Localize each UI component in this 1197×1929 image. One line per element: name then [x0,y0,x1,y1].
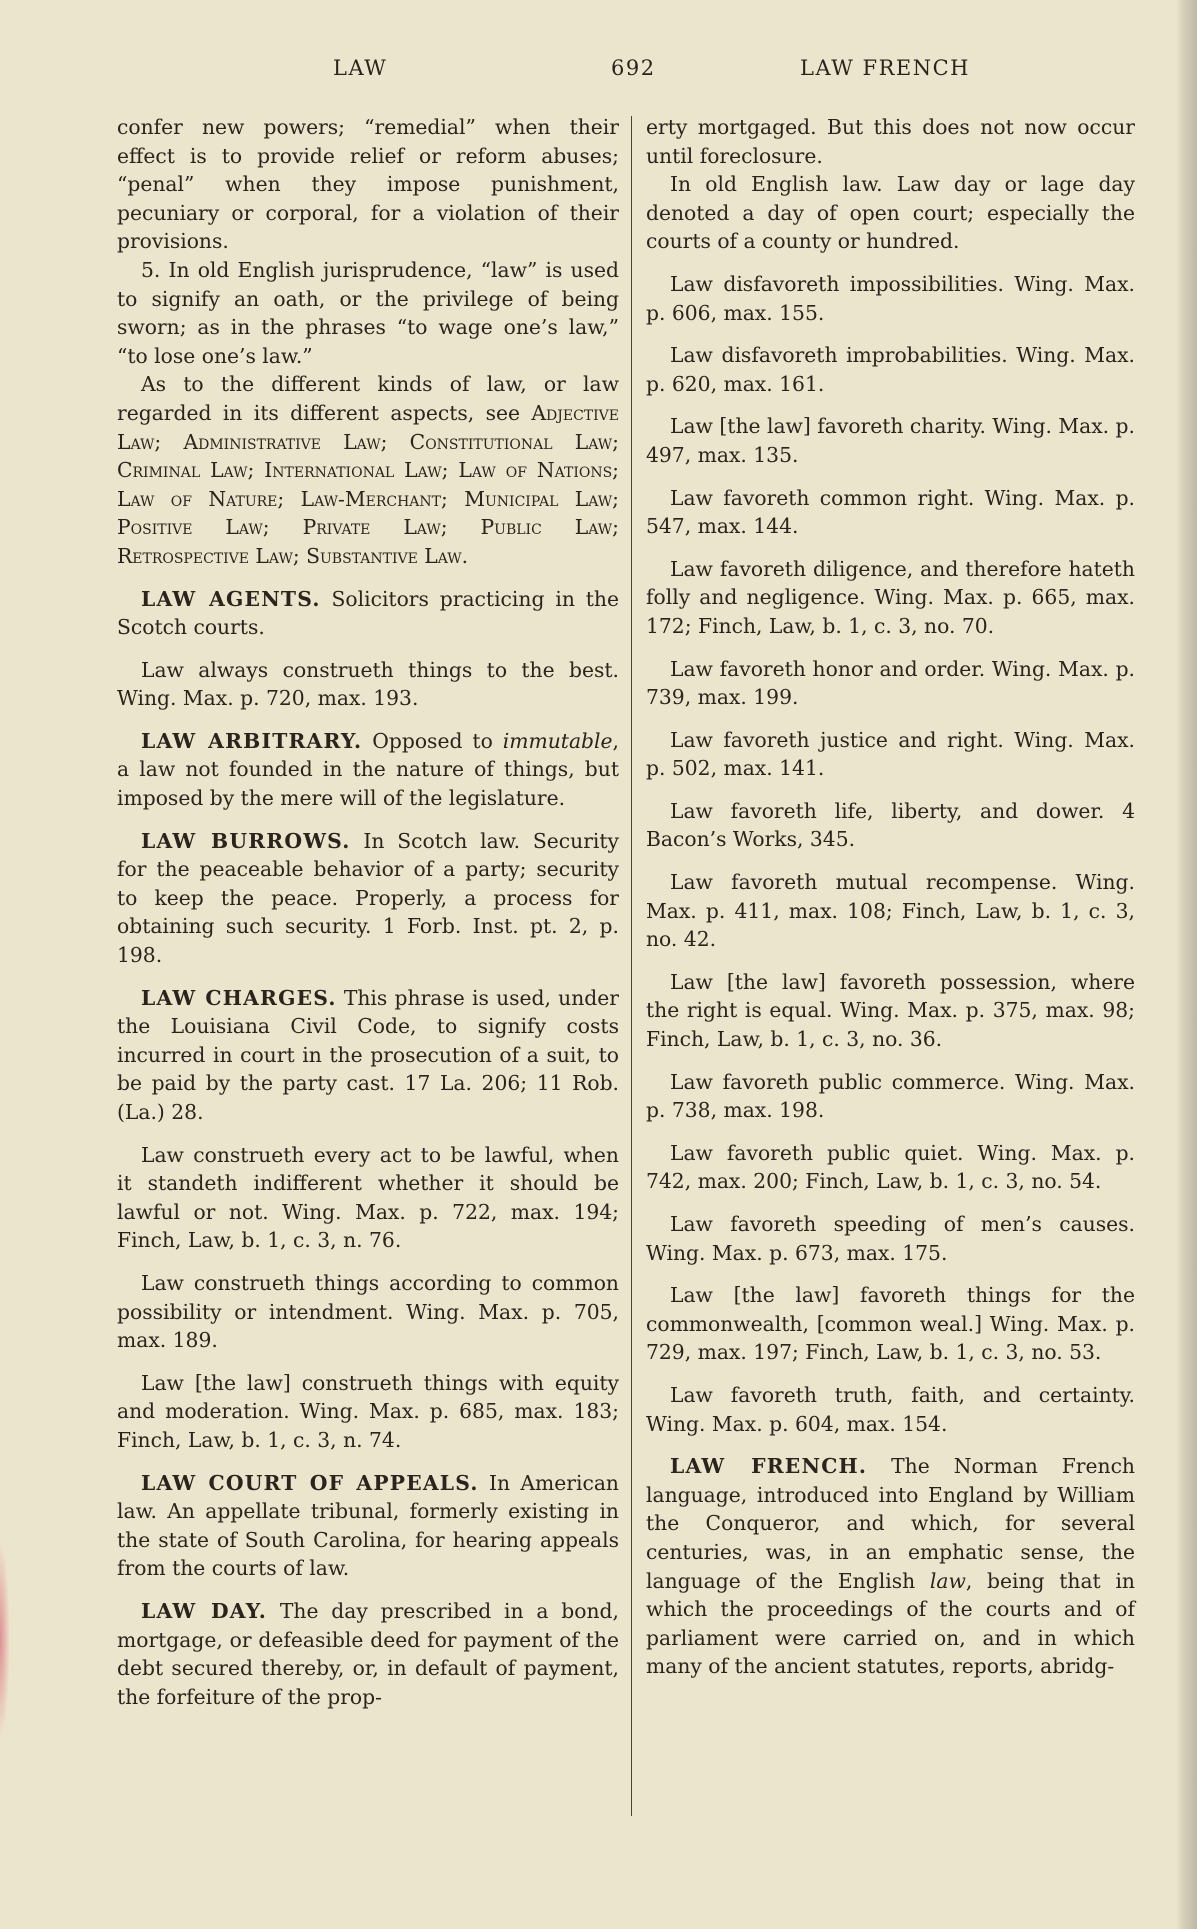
page-number: 692 [611,56,656,80]
continued-paragraph: erty mortgaged. But this does not now occur until foreclosure. [646,115,1135,168]
maxim-entry: Law always construeth things to the best. Wing. Max. p. 720, max. 193. [117,657,619,711]
entry-law-french [646,1452,1135,1681]
entry-law-agents [117,585,619,642]
definition: In American law. An appellate tribunal, formerly existing in the state of South Carolina, for hearing appeals from the courts of law. [117,1470,619,1581]
paragraph-old-english-law-day: In old English law. Law day or lage day denoted a day of open court; especially the courts of a county or hundred. [646,172,1135,254]
maxim-entry: Law favoreth justice and right. Wing. Max. p. 502, max. 141. [646,727,1135,781]
definition: Opposed to [362,728,503,753]
maxim-entry: Law disfavoreth impossibilities. Wing. Max. p. 606, max. 155. [646,271,1135,325]
maxim-entry: Law favoreth speeding of men’s causes. Wing. Max. p. 673, max. 175. [646,1212,1135,1265]
definition: The day prescribed in a bond, mortgage, or defeasible deed for payment of the debt secured thereby, or, in default of payment, the forfeiture of the prop- [117,1598,619,1709]
headword: LAW ARBITRARY. [141,728,363,753]
maxim-entry: Law favoreth public quiet. Wing. Max. p. 742, max. 200; Finch, Law, b. 1, c. 3, no. 54. [646,1140,1135,1194]
maxim-entry: Law favoreth diligence, and therefore hateth folly and negligence. Wing. Max. p. 665, max. 172; Finch, Law, b. 1, c. 3, no. 70. [646,556,1135,638]
entry-law-charges [117,984,619,1127]
definition-italic: immutable [502,728,613,753]
maxim-entry: Law favoreth public commerce. Wing. Max. p. 738, max. 198. [646,1069,1135,1123]
entry-law-day [117,1597,619,1711]
paragraph-old-english-law: 5. In old English jurisprudence, “law” is used to signify an oath, or the privilege of being sworn; as in the phrases “to wage one’s law,” “to lose one’s law.” [117,257,619,368]
definition: , being that in which the proceedings of the courts and of parliament were carried on, and in which many of the ancient statutes, reports, abridg- [646,1568,1135,1679]
headword: LAW AGENTS. [141,586,321,611]
maxim-entry: Law construeth things according to common possibility or intendment. Wing. Max. p. 705, max. 189. [117,1270,619,1353]
maxim-entry: Law [the law] favoreth things for the commonwealth, [common weal.] Wing. Max. p. 729, max. 197; Finch, Law, b. 1, c. 3, no. 53. [646,1283,1135,1365]
maxim-entry: Law favoreth mutual recompense. Wing. Max. p. 411, max. 108; Finch, Law, b. 1, c. 3, no. 42. [646,870,1135,952]
headword: LAW FRENCH. [670,1454,868,1479]
entry-law-court-of-appeals [117,1469,619,1583]
kinds-intro: As to the different kinds of law, or law regarded in its different aspects, see [117,372,619,425]
right-column [646,113,1135,1695]
entry-law-burrows [117,827,619,970]
header-right-word: LAW FRENCH [800,56,970,80]
headword: LAW DAY. [141,1598,268,1623]
definition: In Scotch law. Security for the peaceable behavior of a party; security to keep the peace. Properly, a process for obtaining such security. 1 Forb. Inst. pt. 2, p. 198. [117,828,619,968]
column-divider [631,116,632,1816]
maxim-entry: Law [the law] favoreth possession, where the right is equal. Wing. Max. p. 375, max. 98; Finch, Law, b. 1, c. 3, no. 36. [646,969,1135,1052]
headword: LAW BURROWS. [141,828,351,853]
definition: This phrase is used, under the Louisiana Civil Code, to signify costs incurred in court in the prosecution of a suit, to be paid by the party cast. 17 La. 206; 11 Rob. (La.) 28. [117,985,619,1124]
paragraph-kinds-of-law [117,370,619,570]
maxim-entry: Law favoreth truth, faith, and certainty. Wing. Max. p. 604, max. 154. [646,1382,1135,1436]
definition: , a law not founded in the nature of things, but imposed by the mere will of the legislature. [117,728,619,811]
page-edge-shadow [1177,0,1197,1929]
maxim-entry: Law construeth every act to be lawful, when it standeth indifferent whether it should be lawful or not. Wing. Max. p. 722, max. 194; Finch, Law, b. 1, c. 3, n. 76. [117,1142,619,1253]
running-header [0,56,1197,92]
maxim-entry: Law favoreth life, liberty, and dower. 4 Bacon’s Works, 345. [646,798,1135,852]
maxim-entry: Law [the law] construeth things with equity and moderation. Wing. Max. p. 685, max. 183; Finch, Law, b. 1, c. 3, n. 74. [117,1370,619,1452]
definition: Solicitors practicing in the Scotch courts. [117,586,619,640]
cross-references: Adjective Law; Administrative Law; Constitutional Law; Criminal Law; International Law; Law of Nations; Law of Nature; Law-Merchant; Municipal Law; Positive Law; Private Law; Public Law; Retrospective Law; Substantive Law. [117,400,619,568]
maxim-entry: Law favoreth common right. Wing. Max. p. 547, max. 144. [646,485,1135,539]
maxim-entry: Law [the law] favoreth charity. Wing. Max. p. 497, max. 135. [646,414,1135,467]
entry-law-arbitrary [117,727,619,813]
definition: The Norman French language, introduced into England by William the Conqueror, and which, for several centuries, was, in an emphatic sense, the language of the English [646,1454,1135,1593]
headword: LAW COURT OF APPEALS. [141,1470,479,1495]
header-left-word: LAW [333,56,388,80]
continued-paragraph: confer new powers; “remedial” when their effect is to provide relief or reform abuses; “penal” when they impose punishment, pecuniary or corporal, for a violation of their provisions. [117,115,619,254]
headword: LAW CHARGES. [141,985,337,1010]
definition-italic: law [929,1568,966,1593]
maxim-entry: Law disfavoreth improbabilities. Wing. Max. p. 620, max. 161. [646,343,1135,396]
left-column [117,113,619,1725]
page-edge-stain [0,1540,10,1740]
maxim-entry: Law favoreth honor and order. Wing. Max. p. 739, max. 199. [646,656,1135,710]
